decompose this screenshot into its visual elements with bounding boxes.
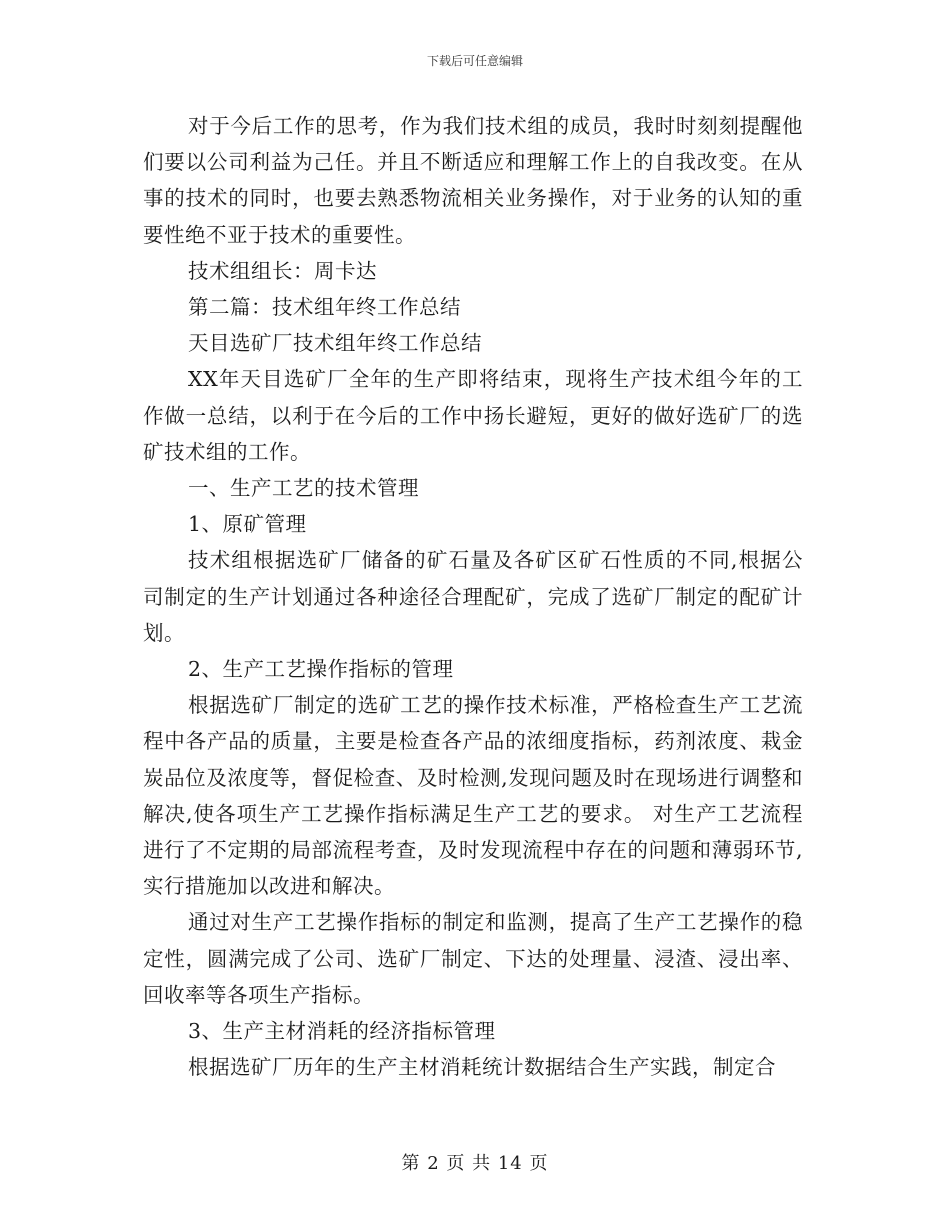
paragraph: 根据选矿厂历年的生产主材消耗统计数据结合生产实践，制定合 xyxy=(188,1055,776,1080)
subsection-heading: 2、生产工艺操作指标的管理 xyxy=(188,657,454,682)
paragraph: 天目选矿厂技术组年终工作总结 xyxy=(188,331,482,356)
paragraph: 技术组组长：周卡达 xyxy=(188,258,377,283)
paragraph: XX年天目选矿厂全年的生产即将结束，现将生产技术组今年的工作做一总结，以利于在今后的工作中扬长避短，更好的做好选矿厂的选矿技术组的工作。 xyxy=(143,367,803,464)
page-number: 第 2 页 共 14 页 xyxy=(401,1153,549,1174)
paragraph: 第二篇：技术组年终工作总结 xyxy=(188,295,461,320)
paragraph: 通过对生产工艺操作指标的制定和监测，提高了生产工艺操作的稳定性，圆满完成了公司、选矿厂制定、下达的处理量、浸渣、浸出率、回收率等各项生产指标。 xyxy=(143,910,803,1007)
page-header: 下载后可任意编辑 xyxy=(426,54,523,68)
paragraph: 技术组根据选矿厂储备的矿石量及各矿区矿石性质的不同,根据公司制定的生产计划通过各种途径合理配矿，完成了选矿厂制定的配矿计划。 xyxy=(143,548,803,645)
subsection-heading: 3、生产主材消耗的经济指标管理 xyxy=(188,1019,496,1044)
document-body xyxy=(143,108,803,1085)
paragraph: 根据选矿厂制定的选矿工艺的操作技术标准，严格检查生产工艺流程中各产品的质量，主要是检查各产品的浓细度指标，药剂浓度、栽金炭品位及浓度等，督促检查、及时检测,发现问题及时在现场进行调整和解决,使各项生产工艺操作指标满足生产工艺的要求。 对生产工艺流程进行了不定期的局部流程考查，及时发现流程中存在的问题和薄弱环节,实行措施加以改进和解决。 xyxy=(143,693,803,899)
section-heading: 一、生产工艺的技术管理 xyxy=(188,476,419,501)
subsection-heading: 1、原矿管理 xyxy=(188,512,307,537)
paragraph: 对于今后工作的思考，作为我们技术组的成员，我时时刻刻提醒他们要以公司利益为己任。并且不断适应和理解工作上的自我改变。在从事的技术的同时，也要去熟悉物流相关业务操作，对于业务的认知的重要性绝不亚于技术的重要性。 xyxy=(143,114,803,247)
